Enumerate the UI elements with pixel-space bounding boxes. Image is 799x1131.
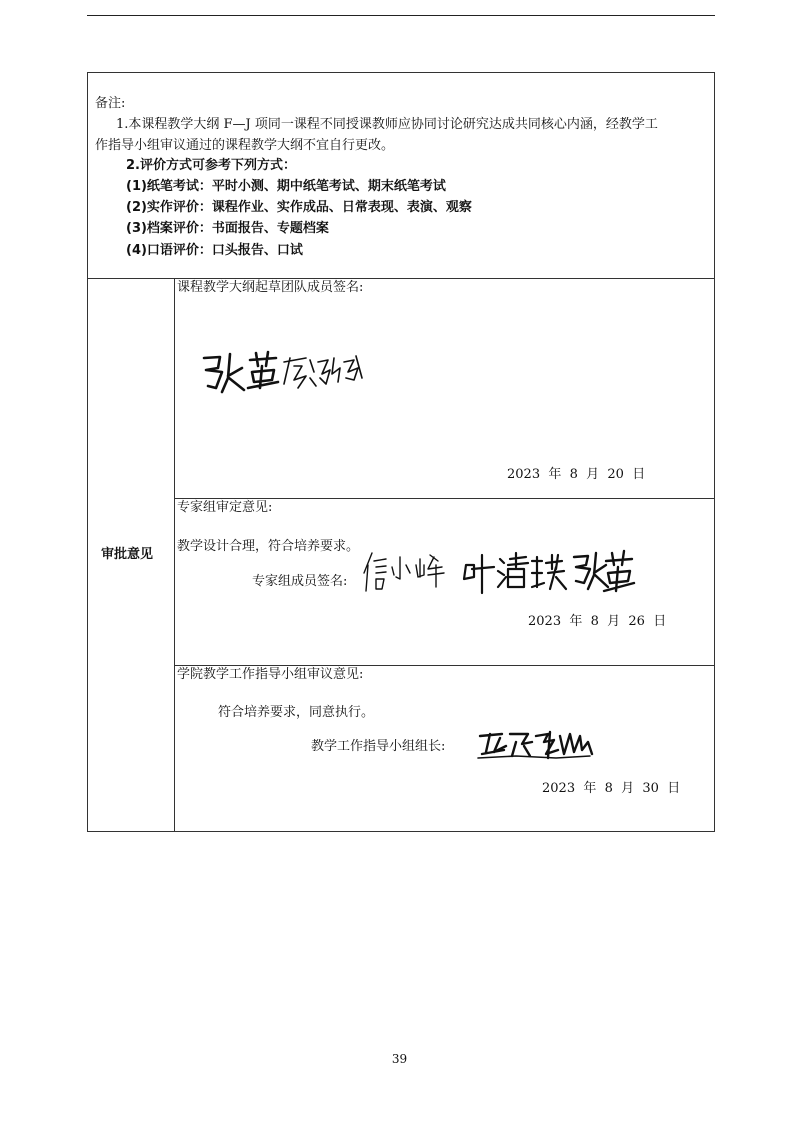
eval-item-1: (1)纸笔考试：平时小测、期中纸笔考试、期末纸笔考试: [126, 179, 446, 194]
header-rule: [87, 15, 715, 16]
notes-line-2: 作指导小组审议通过的课程教学大纲不宜自行更改。: [95, 138, 395, 153]
eval-item-3: (3)档案评价：书面报告、专题档案: [126, 221, 329, 236]
expert-signature: [356, 547, 636, 597]
notes-line-1: 1.本课程教学大纲 F—J 项同一课程不同授课教师应协同讨论研究达成共同核心内涵，经教学工: [116, 117, 658, 132]
approval-label: 审批意见: [101, 547, 154, 562]
expert-opinion: 教学设计合理，符合培养要求。: [177, 539, 360, 554]
notes-title: 备注:: [95, 96, 126, 111]
drafting-date: 2023 年 8 月 20 日: [507, 467, 646, 482]
eval-item-4: (4)口语评价：口头报告、口试: [126, 243, 303, 258]
drafting-label: 课程教学大纲起草团队成员签名:: [177, 280, 364, 295]
college-leader-label: 教学工作指导小组组长:: [311, 739, 446, 754]
expert-label: 专家组审定意见:: [177, 500, 273, 515]
eval-item-2: (2)实作评价：课程作业、实作成品、日常表现、表演、观察: [126, 200, 472, 215]
drafting-signature: [198, 348, 368, 398]
college-opinion: 符合培养要求，同意执行。: [218, 705, 375, 720]
expert-date: 2023 年 8 月 26 日: [528, 614, 667, 629]
college-date: 2023 年 8 月 30 日: [542, 781, 681, 796]
college-leader-signature: [476, 728, 596, 762]
college-label: 学院教学工作指导小组审议意见:: [177, 667, 364, 682]
eval-title: 2.评价方式可参考下列方式：: [126, 158, 296, 173]
page-number: 39: [391, 1052, 408, 1066]
expert-members-label: 专家组成员签名:: [252, 574, 348, 589]
